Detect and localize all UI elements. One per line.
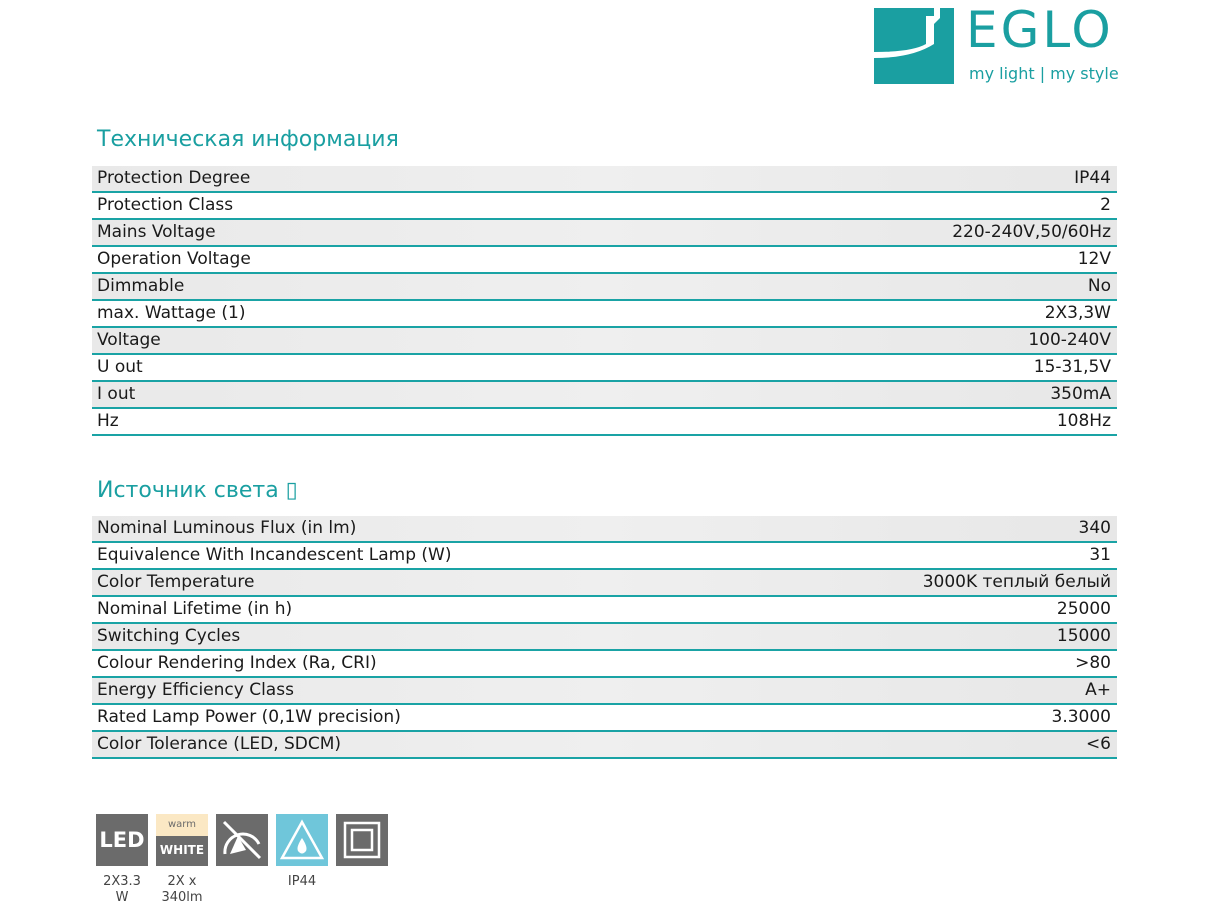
table-row	[92, 382, 1117, 409]
icon-item	[152, 814, 212, 906]
row-label: max. Wattage (1)	[97, 303, 246, 323]
row-label: Mains Voltage	[97, 222, 216, 242]
row-value: 2X3,3W	[1044, 303, 1111, 323]
row-label: Nominal Luminous Flux (in lm)	[97, 518, 357, 538]
white-label: WHITE	[159, 843, 205, 857]
feature-icons	[92, 814, 392, 906]
icon-caption: IP44	[287, 874, 317, 889]
eglo-logo	[872, 1, 1122, 88]
icon-item	[92, 814, 152, 906]
row-value: >80	[1075, 653, 1111, 673]
row-label: I out	[97, 384, 136, 404]
row-value: 31	[1089, 545, 1111, 565]
warm-label: warm	[156, 814, 208, 836]
section-title-light-source: Источник света ▯	[97, 478, 298, 503]
row-label: Hz	[97, 411, 119, 431]
protection-class-2-icon	[336, 814, 388, 866]
row-label: Voltage	[97, 330, 161, 350]
not-dimmable-icon	[216, 814, 268, 866]
table-row	[92, 516, 1117, 543]
row-label: Rated Lamp Power (0,1W precision)	[97, 707, 401, 727]
table-row	[92, 597, 1117, 624]
row-value: 100-240V	[1028, 330, 1111, 350]
row-value: 12V	[1077, 249, 1111, 269]
table-row	[92, 328, 1117, 355]
icon-item	[272, 814, 332, 906]
section-title-technical: Техническая информация	[97, 127, 399, 152]
light-source-spec-table	[92, 516, 1117, 759]
row-label: Operation Voltage	[97, 249, 251, 269]
table-row	[92, 624, 1117, 651]
table-row	[92, 409, 1117, 436]
row-value: 220-240V,50/60Hz	[952, 222, 1111, 242]
table-row	[92, 678, 1117, 705]
table-row	[92, 570, 1117, 597]
row-value: 2	[1100, 195, 1111, 215]
row-value: 340	[1078, 518, 1111, 538]
row-label: Protection Degree	[97, 168, 251, 188]
table-row	[92, 543, 1117, 570]
icon-item	[212, 814, 272, 906]
icon-caption: 2X x 340lm	[161, 874, 203, 905]
row-value: 15000	[1056, 626, 1111, 646]
table-row	[92, 355, 1117, 382]
row-value: IP44	[1074, 168, 1111, 188]
row-value: 3.3000	[1051, 707, 1111, 727]
brand-tagline: my light | my style	[969, 64, 1119, 83]
not-dimmable-glyph-icon	[216, 814, 268, 866]
row-value: 3000K теплый белый	[922, 572, 1111, 592]
row-value: <6	[1085, 734, 1111, 754]
row-label: U out	[97, 357, 143, 377]
icon-caption: 2X3.3 W	[103, 874, 141, 905]
row-label: Color Tolerance (LED, SDCM)	[97, 734, 342, 754]
row-label: Dimmable	[97, 276, 185, 296]
row-value: 15-31,5V	[1033, 357, 1111, 377]
led-icon	[96, 814, 148, 866]
row-label: Switching Cycles	[97, 626, 241, 646]
table-row	[92, 732, 1117, 759]
eglo-logo-mark-icon	[872, 4, 956, 88]
warm-white-icon	[156, 814, 208, 866]
table-row	[92, 220, 1117, 247]
table-row	[92, 166, 1117, 193]
table-row	[92, 274, 1117, 301]
row-value: 350mA	[1050, 384, 1111, 404]
row-value: 108Hz	[1056, 411, 1111, 431]
led-icon-label: LED	[99, 828, 145, 852]
brand-name: EGLO	[966, 1, 1114, 59]
row-value: 25000	[1056, 599, 1111, 619]
water-drop-triangle-icon	[276, 814, 328, 866]
row-label: Colour Rendering Index (Ra, CRI)	[97, 653, 377, 673]
row-label: Energy Efficiency Class	[97, 680, 294, 700]
table-row	[92, 193, 1117, 220]
table-row	[92, 705, 1117, 732]
row-label: Color Temperature	[97, 572, 255, 592]
icon-item	[332, 814, 392, 906]
double-square-icon	[336, 814, 388, 866]
table-row	[92, 651, 1117, 678]
technical-spec-table	[92, 166, 1117, 436]
table-row	[92, 301, 1117, 328]
row-label: Nominal Lifetime (in h)	[97, 599, 293, 619]
row-label: Equivalence With Incandescent Lamp (W)	[97, 545, 452, 565]
table-row	[92, 247, 1117, 274]
row-value: No	[1087, 276, 1111, 296]
row-value: A+	[1085, 680, 1111, 700]
ip44-water-drop-icon	[276, 814, 328, 866]
row-label: Protection Class	[97, 195, 234, 215]
